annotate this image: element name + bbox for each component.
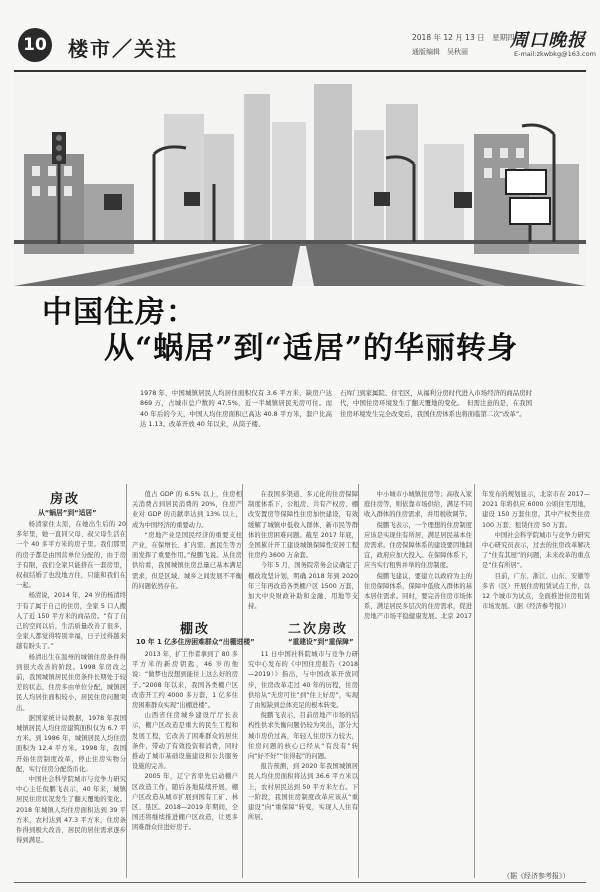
paragraph: 中小城市小城镇住房等；高收入家庭住房等，则依靠市场供给，满足不同收入群体的住房需求，并用税收调节。 (364, 491, 472, 519)
paragraph: 目前，广东、浙江、山东、安徽等多省（区）开展住房租赁试点工作，以 12 个城市为试点，全面推进住房租赁市场发展。（据《经济参考报》） (482, 572, 590, 611)
header-divider (14, 70, 586, 72)
page-header (14, 22, 596, 68)
newspaper-logo: 周口晚报 (510, 30, 586, 51)
paragraph: 倪鹏飞表示，一个理想的住房制度应该是实现住有所居，满足居民基本住房需求。住房保障体系的建设要因地制宜，政府应加大投入。在保障体系下，应当实行租售并举的住房制度。 (364, 521, 472, 570)
paragraph: 11 日中国社科院城市与竞争力研究中心发布的《中国住房报告（2018—2019）》指出，与中国改革开放同步，住房改革走过 40 年的历程，住房供给从“无房可住”到“住上好房”，实现了由短缺到总体充足的根本转变。 (248, 651, 358, 710)
paragraph: 在我国多渠道、多元化的住房保障制度体系下，公租房、共有产权房、棚改安置房等保障性住房加快建设，有效缓解了城镇中低收入群体、新市民等群体的住房困难问题。截至 2017 年底，全国累计开工建设城镇保障性安居工程住房约 3600 万余套。 (248, 491, 358, 560)
page-number: 10 (18, 28, 52, 62)
city-illustration (14, 74, 586, 286)
section-heading-erci: 二次房改 (288, 622, 349, 637)
paragraph: 中国社会科学院城市与竞争力研究中心主任倪鹏飞表示，40 年来，城镇居民住房状况发生了翻天覆地的变化。2018 年城镇人均住房面积达到 39 平方米，农村达到 47.3 平方米，住房条件得到极大改善，居民的居住需求逐步得到满足。 (16, 776, 126, 845)
intro-paragraph-2: 石库门到家属院、住宅区，从福利分房时代进入市场经济的商品房时代，中国住房环境发生了翻天覆地的变化。 但需注意的是，在我国住房环境发生完全改变后，我国住房体系也将面临第二次“改革”。 (340, 389, 532, 418)
article-column-3-top (248, 490, 358, 612)
paragraph: 报告预测，到 2020 年我国城镇居民人均住房面积将达到 36.6 平方米以上，农村居民达到 50 平方米左右。下一阶段，我国住房制度改革应该从“重建设”向“重保障”转变，实现人人住有所居。 (248, 763, 358, 822)
paragraph: “房地产业是国民经济的重要支柱产业，在保增长、扩内需、惠民生等方面发挥了重要作用。”倪鹏飞说。从住房供给看，我国城镇住房总量已基本满足需求，但是区域、城乡之间发展不平衡的问题依然存在。 (132, 531, 242, 590)
headline-line-2: 从“蜗居”到“适居”的华丽转身 (104, 331, 519, 366)
bottom-divider (14, 882, 586, 883)
section-subtitle-fanggai: 从“蜗居”到“适居” (38, 509, 97, 517)
section-heading-fanggai: 房改 (50, 492, 81, 507)
paragraph: 中国社会科学院城市与竞争力研究中心研究员表示，过去的住房改革解决了“住有其屋”的问题，未来改革的重点是“住有所居”。 (482, 531, 590, 570)
paragraph: 2005 年，辽宁省率先启动棚户区改造工作，随后各地陆续开展，棚户区改造从城市扩展到国有工矿、林区、垦区。2018—2019 年期间，全国还将继续推进棚户区改造，让更多困难群众住进好房子。 (132, 773, 238, 832)
article-column-2-top (132, 490, 242, 612)
paragraph: 杨清出生在温州的城镇住房条件得到很大改善的阶段。1998 年房改之前，我国城镇居民住房条件长期处于较差的状态，住房多由单位分配，城镇居民人均居住面积较小，居民住房问题突出。 (16, 653, 126, 712)
column-divider (358, 484, 359, 878)
issue-date: 2018 年 12 月 13 日 星期四 (412, 33, 515, 42)
paragraph: 山西省住房城乡建设厅厅长表示，棚户区改造是重大的民生工程和发展工程，它改善了困难群众的居住条件，带动了有效投资和消费，同时推动了城市基础设施建设和公共服务设施的完善。 (132, 712, 238, 771)
city-skyline-graphic (14, 74, 586, 286)
headline-line-1: 中国住房： (42, 295, 197, 330)
source-credit: （据《经济参考报》） (503, 872, 570, 880)
column-divider (126, 484, 127, 878)
editor-credit: 通版编辑 吴秋丽 (412, 48, 468, 56)
section-subtitle-erci: “重建设”到“重保障” (288, 638, 354, 646)
paragraph: 今年 5 月，国务院常务会议确定了棚改攻坚计划，明确 2018 年到 2020 年三年再改造各类棚户区 1500 万套，加大中央财政补助和金融、用地等支持。 (248, 562, 358, 611)
article-column-1 (16, 520, 126, 874)
paragraph: 杨清说，2014 年，24 岁的杨清终于有了属于自己的住房，全家 5 口人搬入了近 150 平方米的商品房。“有了自己的空间以后，生活质量改善了很多，全家人都觉得特别幸福，日子过得越来越有盼头了。” (16, 592, 126, 651)
contact-email: E-mail:zkwbkg@163.com (514, 50, 596, 58)
paragraph: 据国家统计局数据，1978 年我国城镇居民人均住房建筑面积仅为 6.7 平方米。到 1986 年，城镇居民人均住房面积为 12.4 平方米。1998 年，我国开始住房制度改革，停止住房实物分配，实行住房分配货币化。 (16, 714, 126, 773)
section-title: 楼市／关注 (68, 37, 178, 61)
paragraph: 2013 年，扩工作者拿到了 80 多平方米的新房钥匙，46 岁的他说：“做梦也没想到能住上这么好的房子。”2008 年以来，我国各类棚户区改造开工约 4000 多万套，1 亿多住房困难群众实现“出棚进楼”。 (132, 651, 238, 710)
paragraph: 值占 GDP 的 6.5% 以上，住房相关消费占到居民消费的 20%，住房产业对 GDP 的贡献率达到 13% 以上，成为中国经济的重要动力。 (132, 491, 242, 529)
paragraph: 倪鹏飞建议，要建立以政府为主的住房保障体系，保障中低收入群体的基本居住需求。同时，要完善住房市场体系，满足居民多层次的住房需求，促进房地产市场平稳健康发展。北京 2017 年发布的规划显示，北京市在 2017—2021 年将供应 6000 公顷住宅用地，建设 150 万套住房，其中产权类住房 100 万套、租赁住房 50 万套。 (364, 491, 590, 621)
intro-paragraph-1: 1978 年，中国城镇居民人均居住面积仅有 3.6 平方米，缺房户达 869 万，占城市总户数的 47.5%，近一半城镇居民无房可住。而 40 年后的今天，中国人均住房面积已高达 40.8 平方米，套户比高达 1.13。改革开放 40 年以来，从筒子楼、 (140, 389, 332, 429)
column-flow (132, 650, 238, 834)
paragraph: 倪鹏飞表示，目前房地产市场的结构性供求失衡问题仍较为突出，部分大城市房价过高，年轻人住房压力较大，住房问题的核心已经从“有没有”转向“好不好”“住得起”的问题。 (248, 712, 358, 761)
section-subtitle-penggai: 10 年 1 亿多住房困难群众“出棚进楼” (136, 638, 255, 646)
article-column-3-erci (248, 650, 358, 874)
section-heading-penggai: 棚改 (180, 622, 211, 637)
article-column-4-5 (364, 490, 590, 870)
paragraph: 杨清家住太原，在她出生后的 20 多年里，她一直同父母、叔父母生活在一个 40 多平方米的房子里。我们那里的房子都是由国营单位分配的，由于房子有限，我们全家只能挤在一套房里，叔叔结婚了也没地方住，只能和我们在一起。 (16, 521, 126, 590)
